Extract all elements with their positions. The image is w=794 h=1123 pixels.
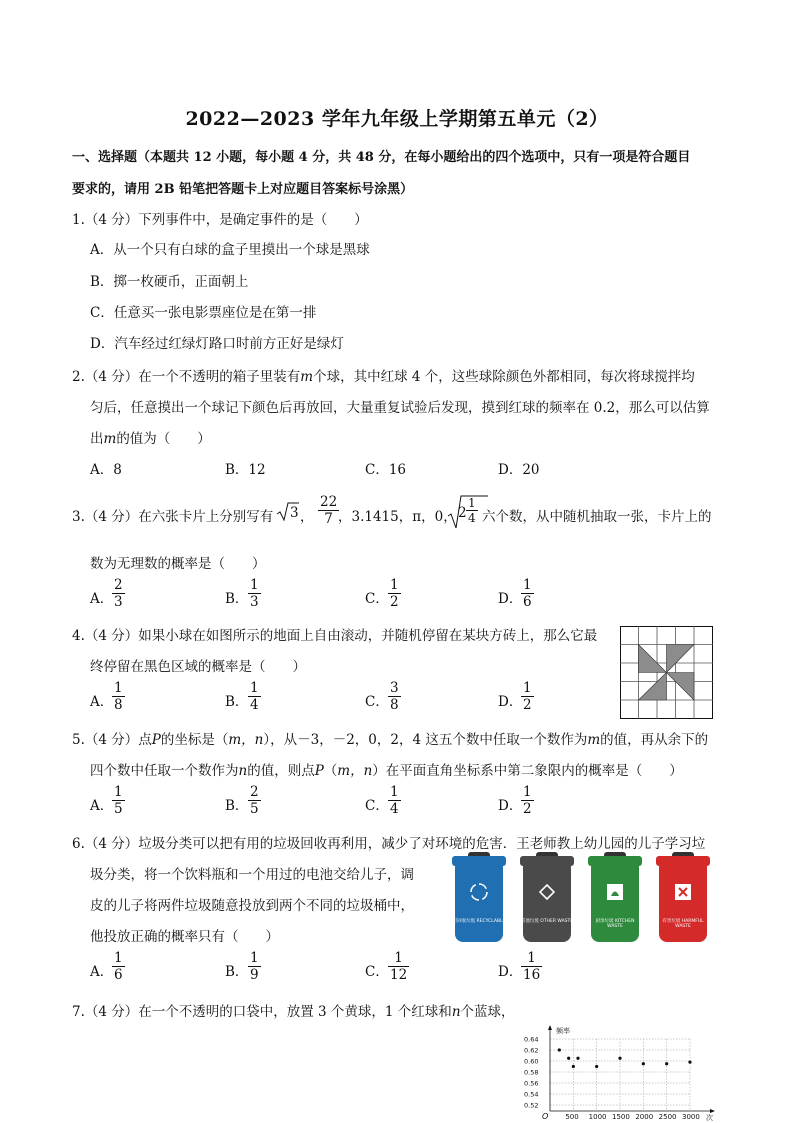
q5-var-p: P <box>151 732 161 748</box>
q3-option-a-frac <box>112 577 125 610</box>
y-axis-arrow <box>548 1025 552 1030</box>
q5-text-a: 5.（4 分）点 <box>72 732 152 748</box>
bin-body <box>591 864 639 942</box>
bin-label: 可回收垃圾 RECYCLABLE <box>452 919 506 924</box>
recyclable-bin <box>452 852 506 942</box>
frac-den: 5 <box>250 801 259 817</box>
recycle-icon <box>469 882 489 902</box>
q5-text-d: 的值，再从余下的 <box>600 732 709 748</box>
kitchen-waste-bin <box>588 852 642 942</box>
frac-num: 1 <box>250 577 259 593</box>
q2-text-d: 的值为（ ） <box>116 431 211 447</box>
q2-line2: 匀后，任意摸出一个球记下颜色后再放回，大量重复试验后发现，摸到红球的频率在 0.2，那么可以估算 <box>90 400 710 416</box>
q5-var-n: n <box>238 763 248 779</box>
q5-text-b: 的坐标是（ <box>160 732 229 748</box>
frac-den: 5 <box>114 801 123 817</box>
page-title: 2022—2023 学年九年级上学期第五单元（2） <box>185 108 609 130</box>
q6-line3: 皮的儿子将两件垃圾随意投放到两个不同的垃圾桶中， <box>90 898 414 914</box>
q2-text-c: 出 <box>90 431 104 447</box>
q3-option-c-frac <box>388 577 401 610</box>
q5-text-c: ），从－3，－2，0，2，4 这五个数中任取一个数作为 <box>263 732 588 748</box>
tile-grid-figure <box>620 626 713 719</box>
q3-option-d: D． <box>498 591 523 607</box>
x-tick-label: 2000 <box>635 1113 654 1121</box>
q3-mixed-fraction <box>466 496 478 525</box>
q3-option-b-frac <box>248 577 261 610</box>
q5-line2: 四个数中任取一个数作为n的值，则点P（m，n）在平面直角坐标系中第二象限内的概率是（ ） <box>90 763 683 779</box>
q5-var-p-2: P <box>314 763 324 779</box>
q5-var-m: m <box>587 732 601 748</box>
q5-text-g: 在平面直角坐标系中第二象限内的概率是（ ） <box>385 763 683 779</box>
q2-option-d: D．20 <box>498 462 540 478</box>
x-tick-label: 1000 <box>588 1113 607 1121</box>
q7-var-n: n <box>451 1004 461 1020</box>
frac-den: 3 <box>114 594 123 610</box>
frac-den: 2 <box>390 594 399 610</box>
q3-option-b: B． <box>225 591 249 607</box>
frac-num: 2 <box>250 784 259 800</box>
chart-points <box>558 1048 692 1068</box>
bin-body <box>455 864 503 942</box>
data-point <box>642 1062 645 1065</box>
q2-option-a: A．8 <box>90 462 122 478</box>
q5-option-a: A． <box>90 798 114 814</box>
q6-option-c: C． <box>365 964 389 980</box>
q6-option-a-frac <box>112 950 125 983</box>
q3-post: 六个数，从中随机抽取一张，卡片上的 <box>482 509 712 525</box>
y-tick-label: 0.54 <box>524 1090 539 1099</box>
chart-grid <box>550 1039 690 1111</box>
q7-line1 <box>72 1000 515 1020</box>
q3-sqrt3-value: 3 <box>290 505 299 521</box>
q6-option-b: B． <box>225 964 249 980</box>
q3-option-d-frac <box>521 577 534 610</box>
frac-num: 1 <box>523 577 532 593</box>
frac-den: 9 <box>250 967 259 983</box>
q6-line2: 圾分类，将一个饮料瓶和一个用过的电池交给儿子，调 <box>90 867 414 883</box>
q4-option-a: A． <box>90 694 114 710</box>
q4-option-c: C． <box>365 694 389 710</box>
q4-option-a-frac <box>112 680 125 713</box>
frac-num: 1 <box>523 784 532 800</box>
q5-option-d-frac <box>521 784 534 817</box>
q2-option-b: B．12 <box>225 462 266 478</box>
frac-num: 1 <box>250 680 259 696</box>
y-axis-label: 频率 <box>556 1027 570 1035</box>
q5-var-mn: m，n <box>228 732 264 748</box>
q5-option-d: D． <box>498 798 523 814</box>
data-point <box>688 1061 691 1064</box>
x-tick-label: 500 <box>565 1113 579 1121</box>
bin-body <box>659 864 707 942</box>
q4-line1: 4.（4 分）如果小球在如图所示的地面上自由滚动，并随机停留在某块方砖上，那么它最 <box>72 628 598 644</box>
frac-num: 1 <box>114 680 123 696</box>
q3-mixed-num: 1 <box>468 496 476 510</box>
q5-option-c: C． <box>365 798 389 814</box>
x-tick-label: 2500 <box>658 1113 677 1121</box>
q4-option-b-frac <box>248 680 261 713</box>
frac-num: 1 <box>390 784 399 800</box>
q6-option-d: D． <box>498 964 523 980</box>
q5-option-c-frac <box>388 784 401 817</box>
bin-label: 厨余垃圾 KITCHEN WASTE <box>595 919 635 929</box>
frac-num: 1 <box>250 950 259 966</box>
other-waste-icon <box>537 882 557 902</box>
q4-line2: 终停留在黑色区域的概率是（ ） <box>90 659 306 675</box>
kitchen-waste-icon <box>605 882 625 902</box>
q2-var-m: m <box>300 369 314 385</box>
q7-text-b: 个蓝球， <box>460 1004 515 1020</box>
q3-mixed-den: 4 <box>468 511 476 525</box>
q6-option-a: A． <box>90 964 114 980</box>
frac-num: 2 <box>114 577 123 593</box>
frac-den: 4 <box>390 801 399 817</box>
section-header-line1: 一、选择题（本题共 12 小题，每小题 4 分，共 48 分，在每小题给出的四个选项中，只有一项是符合题目 <box>72 150 691 165</box>
q3-frac-den: 7 <box>324 511 333 527</box>
q6-option-b-frac <box>248 950 261 983</box>
data-point <box>576 1057 579 1060</box>
frac-num: 3 <box>390 680 399 696</box>
q3-mixed-whole: 2 <box>458 505 467 521</box>
frac-den: 16 <box>523 967 541 983</box>
q3-fraction-22-7 <box>318 494 339 527</box>
q4-option-d-frac <box>521 680 534 713</box>
q3-comma: ， <box>300 509 314 525</box>
frequency-chart <box>520 1025 720 1121</box>
frac-num: 1 <box>114 784 123 800</box>
y-tick-label: 0.60 <box>524 1057 539 1066</box>
q5-option-a-frac <box>112 784 125 817</box>
frac-den: 6 <box>114 967 123 983</box>
q2-line1 <box>72 365 695 385</box>
q1-option-d: D．汽车经过红绿灯路口时前方正好是绿灯 <box>90 336 344 352</box>
frac-den: 6 <box>523 594 532 610</box>
q5-option-b: B． <box>225 798 249 814</box>
frac-den: 8 <box>390 697 399 713</box>
y-tick-label: 0.62 <box>524 1046 539 1055</box>
frac-den: 4 <box>250 697 259 713</box>
data-point <box>618 1057 621 1060</box>
frac-num: 1 <box>523 680 532 696</box>
other-waste-bin <box>520 852 574 942</box>
q3-pre: 3.（4 分）在六张卡片上分别写有 <box>72 509 274 525</box>
q1-option-a: A．从一个只有白球的盒子里摸出一个球是黑球 <box>90 242 370 258</box>
frac-num: 1 <box>114 950 123 966</box>
data-point <box>567 1057 570 1060</box>
section-header-line2: 要求的，请用 2B 铅笔把答题卡上对应题目答案标号涂黑） <box>72 182 414 197</box>
bin-body <box>523 864 571 942</box>
q6-option-d-frac <box>521 950 542 983</box>
data-point <box>558 1048 561 1051</box>
q5-text-f: 的值，则点 <box>247 763 315 779</box>
q1-option-b: B．掷一枚硬币，正面朝上 <box>90 274 249 290</box>
q4-option-c-frac <box>388 680 401 713</box>
q7-text-a: 7.（4 分）在一个不透明的口袋中，放置 3 个黄球，1 个红球和 <box>72 1004 452 1020</box>
data-point <box>572 1065 575 1068</box>
frac-num: 1 <box>390 577 399 593</box>
frac-den: 12 <box>390 967 408 983</box>
frac-num: 1 <box>521 950 542 967</box>
q3-frac-num: 22 <box>320 494 338 510</box>
q1-stem: 1.（4 分）下列事件中，是确定事件的是（ ） <box>72 212 368 228</box>
x-tick-label: 3000 <box>682 1113 700 1121</box>
q2-var-m-2: m <box>103 431 117 447</box>
frac-den: 8 <box>114 697 123 713</box>
q5-option-b-frac <box>248 784 261 817</box>
q3-line2: 数为无理数的概率是（ ） <box>90 556 266 572</box>
q2-text-a: 2.（4 分）在一个不透明的箱子里装有 <box>72 369 301 385</box>
q3-option-c: C． <box>365 591 389 607</box>
q3-option-a: A． <box>90 591 114 607</box>
frac-den: 3 <box>250 594 259 610</box>
q2-text-b: 个球，其中红球 4 个，这些球除颜色外都相同，每次将球搅拌均 <box>313 369 695 385</box>
y-tick-label: 0.56 <box>524 1079 539 1088</box>
q1-option-c: C．任意买一张电影票座位是在第一排 <box>90 305 317 321</box>
q6-line4: 他投放正确的概率只有（ ） <box>90 929 279 945</box>
q5-var-mn-2: m，n <box>337 763 373 779</box>
data-point <box>595 1065 598 1068</box>
x-axis-label: 次 <box>706 1114 713 1121</box>
x-axis-arrow <box>710 1109 715 1113</box>
y-tick-label: 0.64 <box>524 1035 539 1044</box>
y-tick-label: 0.52 <box>524 1101 539 1110</box>
bin-label: 有害垃圾 HARMFUL WASTE <box>662 919 704 929</box>
q2-line3 <box>90 427 211 447</box>
bin-label: 其他垃圾 OTHER WASTE <box>520 919 574 924</box>
q4-option-d: D． <box>498 694 523 710</box>
frac-num: 1 <box>388 950 409 967</box>
data-point <box>665 1062 668 1065</box>
harmful-waste-bin <box>656 852 710 942</box>
harmful-waste-icon <box>673 882 693 902</box>
q5-text-e: 四个数中任取一个数作为 <box>90 763 239 779</box>
q4-option-b: B． <box>225 694 249 710</box>
origin-label: O <box>542 1112 549 1121</box>
q5-line1 <box>72 728 708 748</box>
q2-option-c: C．16 <box>365 462 407 478</box>
q3-mid: ，3.1415，π，0， <box>338 509 457 525</box>
q6-option-c-frac <box>388 950 409 983</box>
frac-den: 2 <box>523 801 532 817</box>
frac-den: 2 <box>523 697 532 713</box>
q6-line1: 6.（4 分）垃圾分类可以把有用的垃圾回收再利用，减少了对环境的危害．王老师教上幼儿园的儿子学习垃 <box>72 836 706 852</box>
x-tick-label: 1500 <box>612 1113 630 1121</box>
y-tick-label: 0.58 <box>524 1068 539 1077</box>
